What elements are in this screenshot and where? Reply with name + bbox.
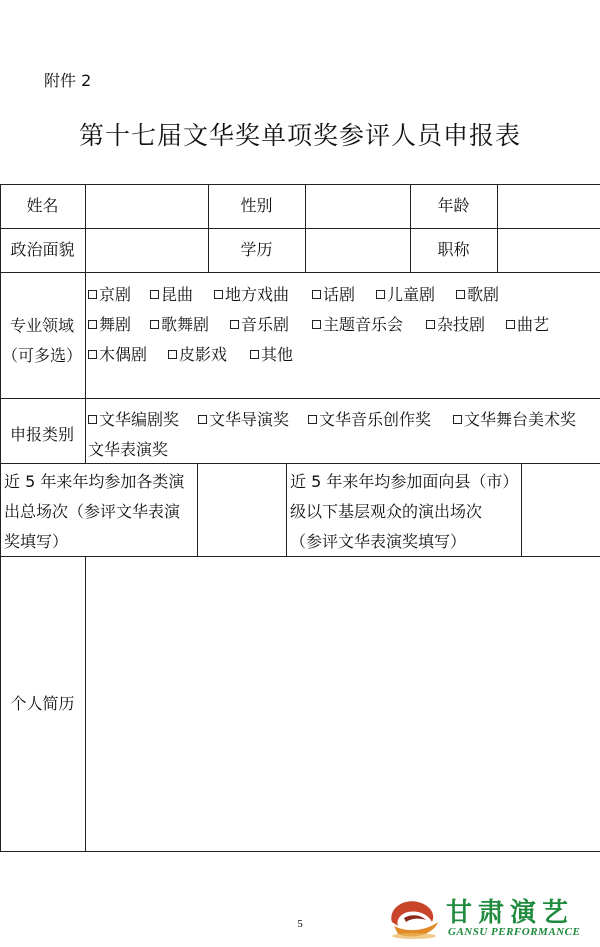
- checkbox-icon: [250, 350, 259, 359]
- age-label: 年龄: [437, 196, 470, 215]
- checkbox-icon: [88, 290, 97, 299]
- option-quyi[interactable]: 曲艺: [506, 310, 549, 340]
- category-label: 申报类别: [10, 425, 75, 444]
- option-other[interactable]: 其他: [250, 340, 293, 370]
- total-shows-label-line: 奖填写）: [4, 532, 69, 551]
- checkbox-icon: [150, 290, 159, 299]
- job-title-label: 职称: [437, 240, 470, 259]
- page-number: 5: [297, 918, 303, 930]
- option-stage-art-award[interactable]: 文华舞台美术奖: [453, 405, 576, 435]
- option-acrobatic-drama[interactable]: 杂技剧: [426, 310, 485, 340]
- total-shows-label-line: 近 5 年来年均参加各类演: [4, 472, 185, 491]
- checkbox-icon: [198, 415, 207, 424]
- political-status-label: 政治面貌: [10, 240, 75, 259]
- option-dance-drama[interactable]: 舞剧: [88, 310, 131, 340]
- checkbox-icon: [426, 320, 435, 329]
- professional-field-label: 专业领域: [10, 316, 75, 335]
- option-director-award[interactable]: 文华导演奖: [198, 405, 289, 435]
- checkbox-icon: [308, 415, 317, 424]
- option-theme-concert[interactable]: 主题音乐会: [312, 310, 403, 340]
- option-playwright-award[interactable]: 文华编剧奖: [88, 405, 179, 435]
- option-drama[interactable]: 话剧: [312, 280, 355, 310]
- grassroots-shows-label-line: （参评文华表演奖填写）: [290, 532, 467, 551]
- option-performance-award[interactable]: 文华表演奖: [88, 440, 169, 459]
- form-title: 第十七届文华奖单项奖参评人员申报表: [78, 121, 521, 150]
- resume-field[interactable]: [86, 557, 600, 851]
- option-local-opera[interactable]: 地方戏曲: [214, 280, 289, 310]
- checkbox-icon: [150, 320, 159, 329]
- gansu-performance-logo: [384, 892, 588, 942]
- checkbox-icon: [168, 350, 177, 359]
- checkbox-icon: [312, 320, 321, 329]
- option-shadow-play[interactable]: 皮影戏: [168, 340, 227, 370]
- application-form-table: [0, 184, 600, 852]
- logo-chinese-text: 甘肃演艺: [446, 898, 575, 928]
- grassroots-shows-field[interactable]: [522, 464, 600, 556]
- checkbox-icon: [376, 290, 385, 299]
- option-peking-opera[interactable]: 京剧: [88, 280, 131, 310]
- column-divider: [286, 463, 287, 556]
- checkbox-icon: [230, 320, 239, 329]
- option-kunqu[interactable]: 昆曲: [150, 280, 193, 310]
- checkbox-icon: [214, 290, 223, 299]
- age-field[interactable]: [498, 185, 600, 228]
- logo-english-text: GANSU PERFORMANCE: [448, 926, 581, 938]
- checkbox-icon: [88, 350, 97, 359]
- checkbox-icon: [312, 290, 321, 299]
- total-shows-label-line: 出总场次（参评文华表演: [4, 502, 181, 521]
- job-title-field[interactable]: [498, 229, 600, 272]
- checkbox-icon: [456, 290, 465, 299]
- checkbox-icon: [88, 320, 97, 329]
- table-row-divider: [0, 398, 600, 399]
- grassroots-shows-label-line: 级以下基层观众的演出场次: [290, 502, 483, 521]
- grassroots-shows-label-line: 近 5 年来年均参加面向县（市）: [290, 472, 519, 491]
- name-label: 姓名: [26, 196, 59, 215]
- education-field[interactable]: [306, 229, 410, 272]
- option-puppet-show[interactable]: 木偶剧: [88, 340, 147, 370]
- gender-field[interactable]: [306, 185, 410, 228]
- education-label: 学历: [240, 240, 273, 259]
- resume-label: 个人简历: [10, 694, 75, 713]
- attachment-label: 附件 2: [44, 71, 92, 90]
- option-western-opera[interactable]: 歌剧: [456, 280, 499, 310]
- gender-label: 性别: [240, 196, 273, 215]
- table-row-divider: [0, 272, 600, 273]
- professional-field-multi-note: （可多选）: [2, 346, 83, 365]
- checkbox-icon: [506, 320, 515, 329]
- checkbox-icon: [88, 415, 97, 424]
- total-shows-field[interactable]: [198, 464, 286, 556]
- option-musical[interactable]: 音乐剧: [230, 310, 289, 340]
- table-border-bottom: [0, 851, 600, 852]
- gansu-emblem-icon: [384, 892, 444, 942]
- name-field[interactable]: [86, 185, 208, 228]
- political-status-field[interactable]: [86, 229, 208, 272]
- option-music-composition-award[interactable]: 文华音乐创作奖: [308, 405, 431, 435]
- option-song-dance-drama[interactable]: 歌舞剧: [150, 310, 209, 340]
- checkbox-icon: [453, 415, 462, 424]
- option-children-drama[interactable]: 儿童剧: [376, 280, 435, 310]
